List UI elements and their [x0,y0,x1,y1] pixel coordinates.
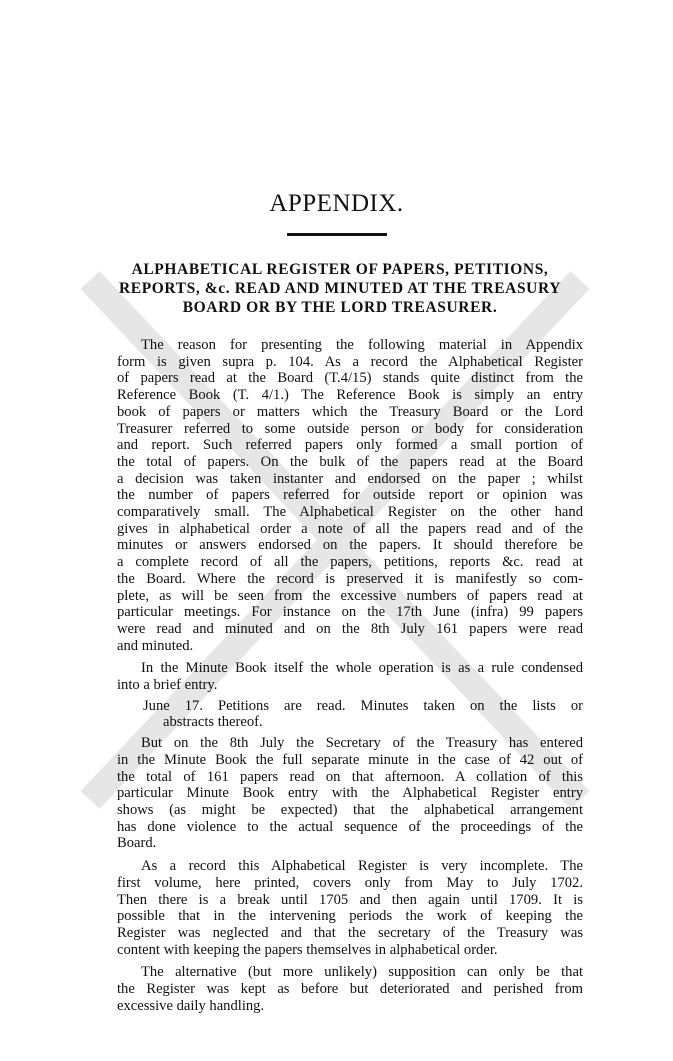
text-line: in the Minute Book the full separate minute in the case of 42 out of [117,751,583,768]
text-line: Board. [117,835,157,852]
text-line: form is given supra p. 104. As a record the Alphabetical Register [117,353,583,370]
text-line: and report. Such referred papers only formed a small portion of [117,437,583,454]
text-line: shows (as might be expected) that the alphabetical arrangement [117,801,583,818]
text-line: into a brief entry. [117,677,218,694]
text-line: The reason for presenting the following material in Appendix [141,337,583,353]
appendix-heading: APPENDIX. [269,190,404,217]
text-line: the number of papers referred for outside report or opinion was [117,487,583,504]
text-line: the Register was kept as before but deteriorated and perished from [117,981,583,998]
paragraph [117,735,583,852]
text-line: Then there is a break until 1705 and then again until 1709. It is [117,891,583,908]
text-line: Register was neglected and that the secretary of the Treasury was [117,924,583,941]
paragraph [117,660,583,693]
text-line: possible that in the intervening periods the work of keeping the [117,908,583,925]
text-line: a decision was taken instanter and endorsed on the paper ; whilst [117,470,583,487]
text-line: first volume, here printed, covers only from May to July 1702. [117,874,583,891]
text-line: comparatively small. The Alphabetical Register on the other hand [117,504,583,521]
text-line: content with keeping the papers themselves in alphabetical order. [117,941,498,958]
text-line: and minuted. [117,637,194,654]
text-line: The alternative (but more unlikely) supposition can only be that [141,964,583,981]
heading-rule [287,233,387,236]
text-line: the Board. Where the record is preserved it is manifestly so com- [117,570,583,587]
paragraph [117,964,583,1014]
text-line: particular Minute Book entry with the Alphabetical Register entry [117,785,583,802]
paragraph [117,858,583,958]
minute-quote [117,698,583,731]
text-line: June 17. Petitions are read. Minutes taken on the lists or [143,697,583,714]
subtitle-line: ALPHABETICAL REGISTER OF PAPERS, PETITIONS, [131,261,549,278]
text-line: Treasurer referred to some outside person or body for consideration [117,420,583,437]
text-line: Reference Book (T. 4/1.) The Reference Book is simply an entry [117,387,583,404]
text-line: of papers read at the Board (T.4/15) stands quite distinct from the [117,370,583,387]
subtitle-line: BOARD OR BY THE LORD TREASURER. [182,299,498,316]
paragraph [117,337,583,654]
text-line: As a record this Alphabetical Register is very incomplete. The [141,858,583,875]
text-line: the total of papers. On the bulk of the papers read at the Board [117,453,583,470]
text-line: plete, as will be seen from the excessive numbers of papers read at [117,587,583,604]
text-line: excessive daily handling. [117,997,265,1014]
text-line: were read and minuted and on the 8th July 161 papers were read [117,620,583,637]
text-line: a complete record of all the papers, petitions, reports &c. read at [117,554,583,571]
subtitle-line: REPORTS, &c. READ AND MINUTED AT THE TREASURY [118,280,562,297]
text-line: abstracts thereof. [163,714,263,731]
text-line: gives in alphabetical order a note of all the papers read and of the [117,520,583,537]
text-line: book of papers or matters which the Treasury Board or the Lord [117,403,583,420]
text-line: But on the 8th July the Secretary of the Treasury has entered [141,735,583,752]
section-subtitle [100,260,580,317]
text-line: minutes or answers endorsed on the papers. It should therefore be [117,537,583,554]
body-text [117,337,583,1014]
text-line: has done violence to the actual sequence of the proceedings of the [117,818,583,835]
text-line: the total of 161 papers read on that afternoon. A collation of this [117,768,583,785]
text-line: particular meetings. For instance on the 17th June (infra) 99 papers [117,604,583,621]
text-line: In the Minute Book itself the whole operation is as a rule condensed [141,660,583,677]
